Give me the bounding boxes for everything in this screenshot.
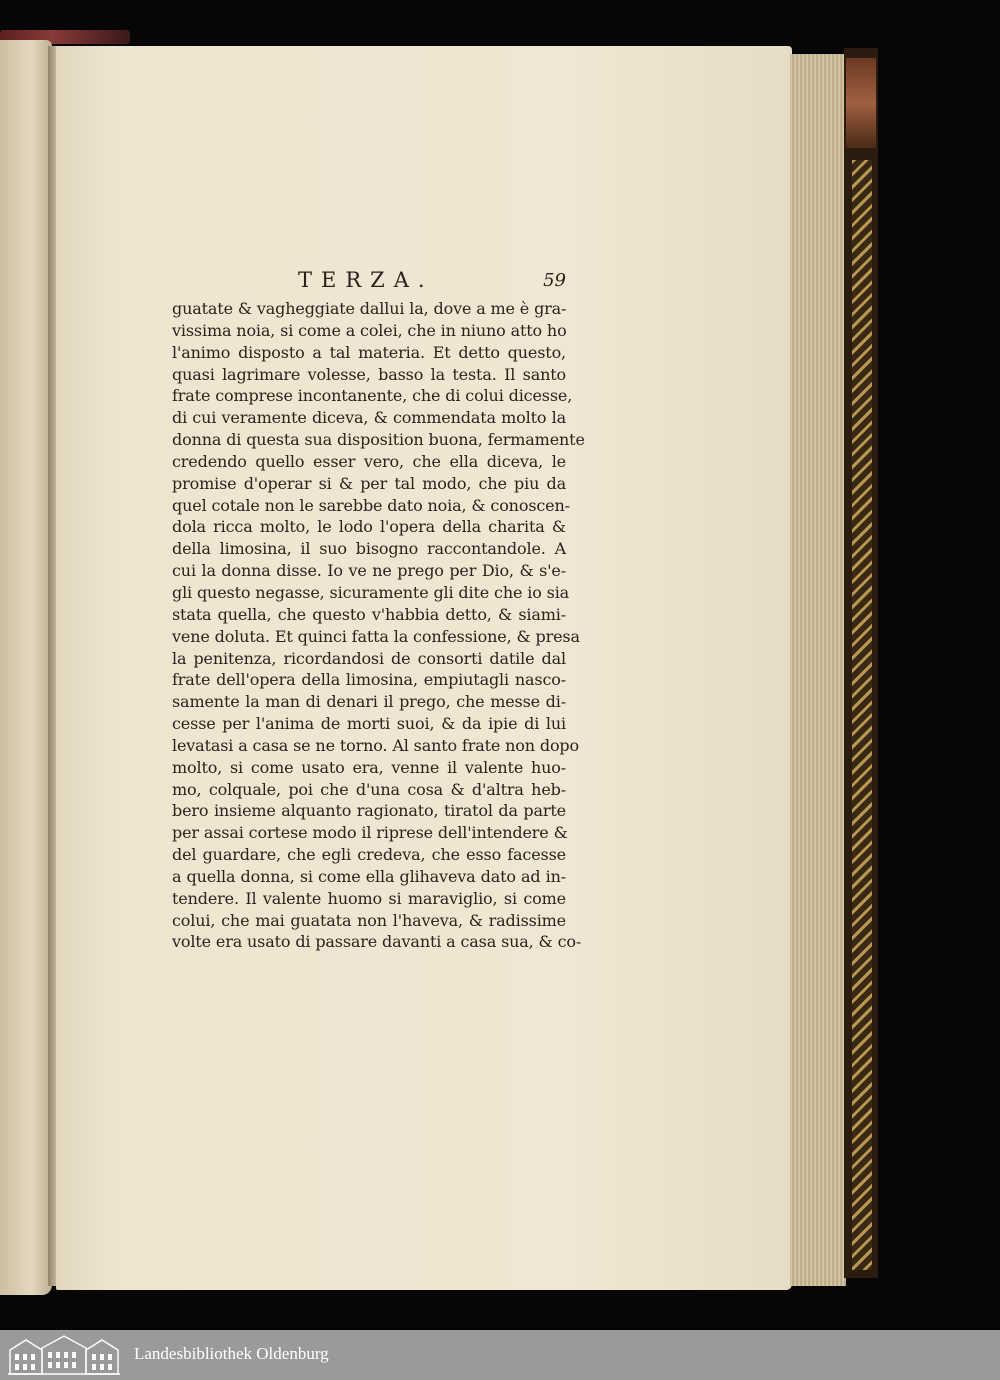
text-line: bero insieme alquanto ragionato, tiratol da parte [172,801,566,821]
running-title: TERZA. [298,268,434,292]
text-line: credendo quello esser vero, che ella diceva, le [172,451,566,471]
text-line: a quella donna, si come ella glihaveva dato ad in- [172,866,566,886]
text-line: donna di questa sua disposition buona, fermamente [172,430,585,450]
text-line: la penitenza, ricordandosi de consorti datile dal [172,648,566,668]
page-number: 59 [543,270,566,291]
body-text [172,298,585,953]
text-line: quel cotale non le sarebbe dato noia, & conoscen- [172,495,570,515]
headband [846,58,876,148]
text-line: levatasi a casa se ne torno. Al santo frate non dopo [172,735,580,755]
text-line: della limosina, il suo bisogno raccontandole. A [172,539,566,559]
text-line: per assai cortese modo il riprese dell'intendere & [172,823,568,843]
text-line: l'animo disposto a tal materia. Et detto questo, [172,342,566,362]
text-line: vene doluta. Et quinci fatta la confessione, & presa [172,626,580,646]
text-line: frate comprese incontanente, che di colui dicesse, [172,386,573,406]
footer-bar [0,1330,1000,1380]
text-line: del guardare, che egli credeva, che esso facesse [172,845,566,865]
text-line: cesse per l'anima de morti suoi, & da ipie di lui [172,714,566,734]
text-line: mo, colquale, poi che d'una cosa & d'altra heb- [172,779,566,799]
gilt-edge-pattern [852,160,872,1270]
library-name: Landesbibliothek Oldenburg [134,1344,329,1363]
text-line: cui la donna disse. Io ve ne prego per Dio, & s'e- [172,561,566,581]
text-line: molto, si come usato era, venne il valente huo- [172,757,566,777]
text-line: vissima noia, si come a colei, che in niuno atto ho [172,320,567,340]
facing-page-edge [0,40,52,1295]
text-line: frate dell'opera della limosina, empiutagli nasco- [172,670,566,690]
text-line: di cui veramente diceva, & commendata molto la [172,408,566,428]
text-line: promise d'operar si & per tal modo, che piu da [172,473,566,493]
text-line: gli questo negasse, sicuramente gli dite che io sia [172,582,570,602]
text-line: samente la man di denari il prego, che messe di- [172,692,566,712]
text-line: guatate & vagheggiate dallui la, dove a me è gra- [172,299,567,318]
library-building-icon [6,1334,122,1376]
running-head [170,268,566,298]
text-line: stata quella, che questo v'habbia detto, & siami- [172,604,566,624]
text-line: quasi lagrimare volesse, basso la testa. Il santo [172,364,566,384]
text-line: volte era usato di passare davanti a casa sua, & co- [172,932,582,952]
text-line: tendere. Il valente huomo si maraviglio, si come [172,888,566,908]
text-line: dola ricca molto, le lodo l'opera della charita & [172,517,566,537]
text-line: colui, che mai guatata non l'haveva, & radissime [172,910,566,930]
page-edges [790,54,846,1286]
